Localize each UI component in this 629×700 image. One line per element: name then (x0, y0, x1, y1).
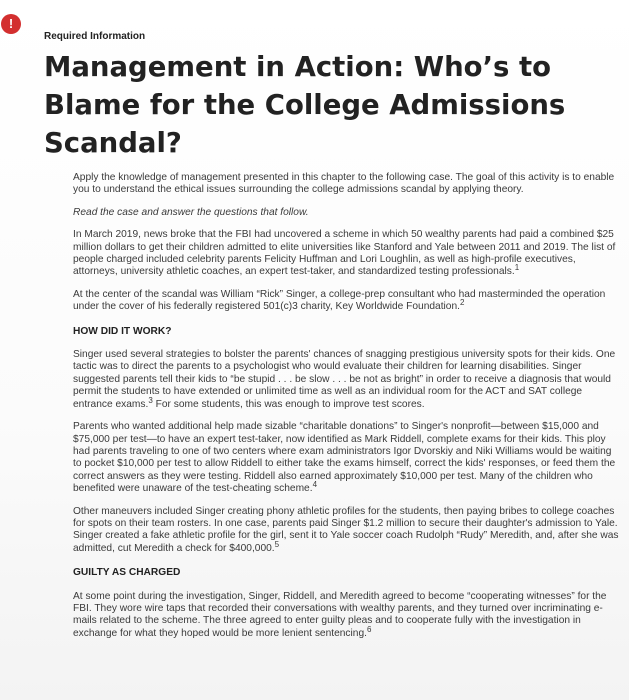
paragraph-strategies: Singer used several strategies to bolster the parents' chances of snagging prestigious university spots for their kids. One tactic was to direct the parents to a psychologist who would evaluate their children for learning disabilities. Singer suggested parents tell their kids to “be stupid . . . be slow . . . be not as bright” in order to receive a diagnosis that would permit the students to have extended or unlimited time as well as an individual room for the ACT and SAT college entrance exams.$^3$ For some students, this was enough to improve test scores. (73, 349, 616, 410)
case-body (73, 172, 619, 650)
paragraph-investigation: At some point during the investigation, Singer, Riddell, and Meredith agreed to become “cooperating witnesses” for the FBI. They wore wire taps that recorded their conversations with wealthy parents, and they turned over incriminating e-mails related to the scheme. The three agreed to enter guilty pleas and to cooperate fully with the investigation in exchange for what they hoped would be more lenient sentencing.$^6$ (73, 590, 607, 639)
section-heading-guilty: GUILTY AS CHARGED (73, 567, 181, 579)
paragraph-athletic: Other maneuvers included Singer creating phony athletic profiles for the students, then paying bribes to college coaches for spots on their team rosters. In one case, parents paid Singer $1.2 million to secure their daughter's admission to Yale. Singer created a fake athletic profile for the girl, sent it to Yale soccer coach Rudolph “Rudy” Meredith, and, after she was admitted, cut Meredith a check for $400,000.$^5$ (73, 505, 619, 554)
intro-paragraph: Apply the knowledge of management presented in this chapter to the following case. The goal of this activity is to enable you to understand the ethical issues surrounding the college admissions scandal by applying theory. (73, 172, 615, 196)
section-heading-how: HOW DID IT WORK? (73, 325, 172, 337)
footnote-5[interactable]: 5 (274, 539, 280, 549)
paragraph-news: In March 2019, news broke that the FBI had uncovered a scheme in which 50 wealthy parents had paid a combined $25 million dollars to get their children admitted to elite universities like Stanford and Yale between 2011 and 2019. The list of people charged included celebrity parents Felicity Huffman and Lori Loughlin, as well as high-profile executives, attorneys, university athletic coaches, an expert test-taker, and standardized testing professionals.$^1$ (73, 229, 616, 278)
footnote-4[interactable]: 4 (312, 480, 318, 490)
paragraph-singer: At the center of the scandal was William “Rick” Singer, a college-prep consultant who had masterminded the operation under the cover of his federally registered 501(c)3 charity, Key Worldwide Foundation.$^2$ (73, 288, 606, 313)
required-information-label: Required Information (44, 31, 146, 42)
paragraph-donations: Parents who wanted additional help made sizable “charitable donations” to Singer's nonprofit—between $15,000 and $75,000 per test—to have an expert test-taker, now identified as Mark Riddell, complete exams for their kids. This ploy had parents traveling to one of two centers where exam administrators Igor Dvorskiy and Niki Williams would be waiting to pocket $10,000 per test to allow Riddell to either take the exams himself, correct the kids' responses, or feed them the correct answers as they were testing. Riddell also earned approximately $10,000 per test. Many of the children who benefited were unaware of the test-cheating scheme.$^4$ (73, 421, 616, 495)
footnote-3[interactable]: 3 (148, 395, 153, 405)
footnote-1[interactable]: 1 (514, 263, 520, 273)
alert-icon[interactable]: ! (1, 14, 21, 34)
instruction-text: Read the case and answer the questions that follow. (73, 206, 309, 218)
page-title: Management in Action: Who’s to Blame for the College Admissions Scandal? (44, 51, 566, 159)
footnote-2[interactable]: 2 (459, 298, 465, 308)
footnote-6[interactable]: 6 (366, 624, 372, 634)
